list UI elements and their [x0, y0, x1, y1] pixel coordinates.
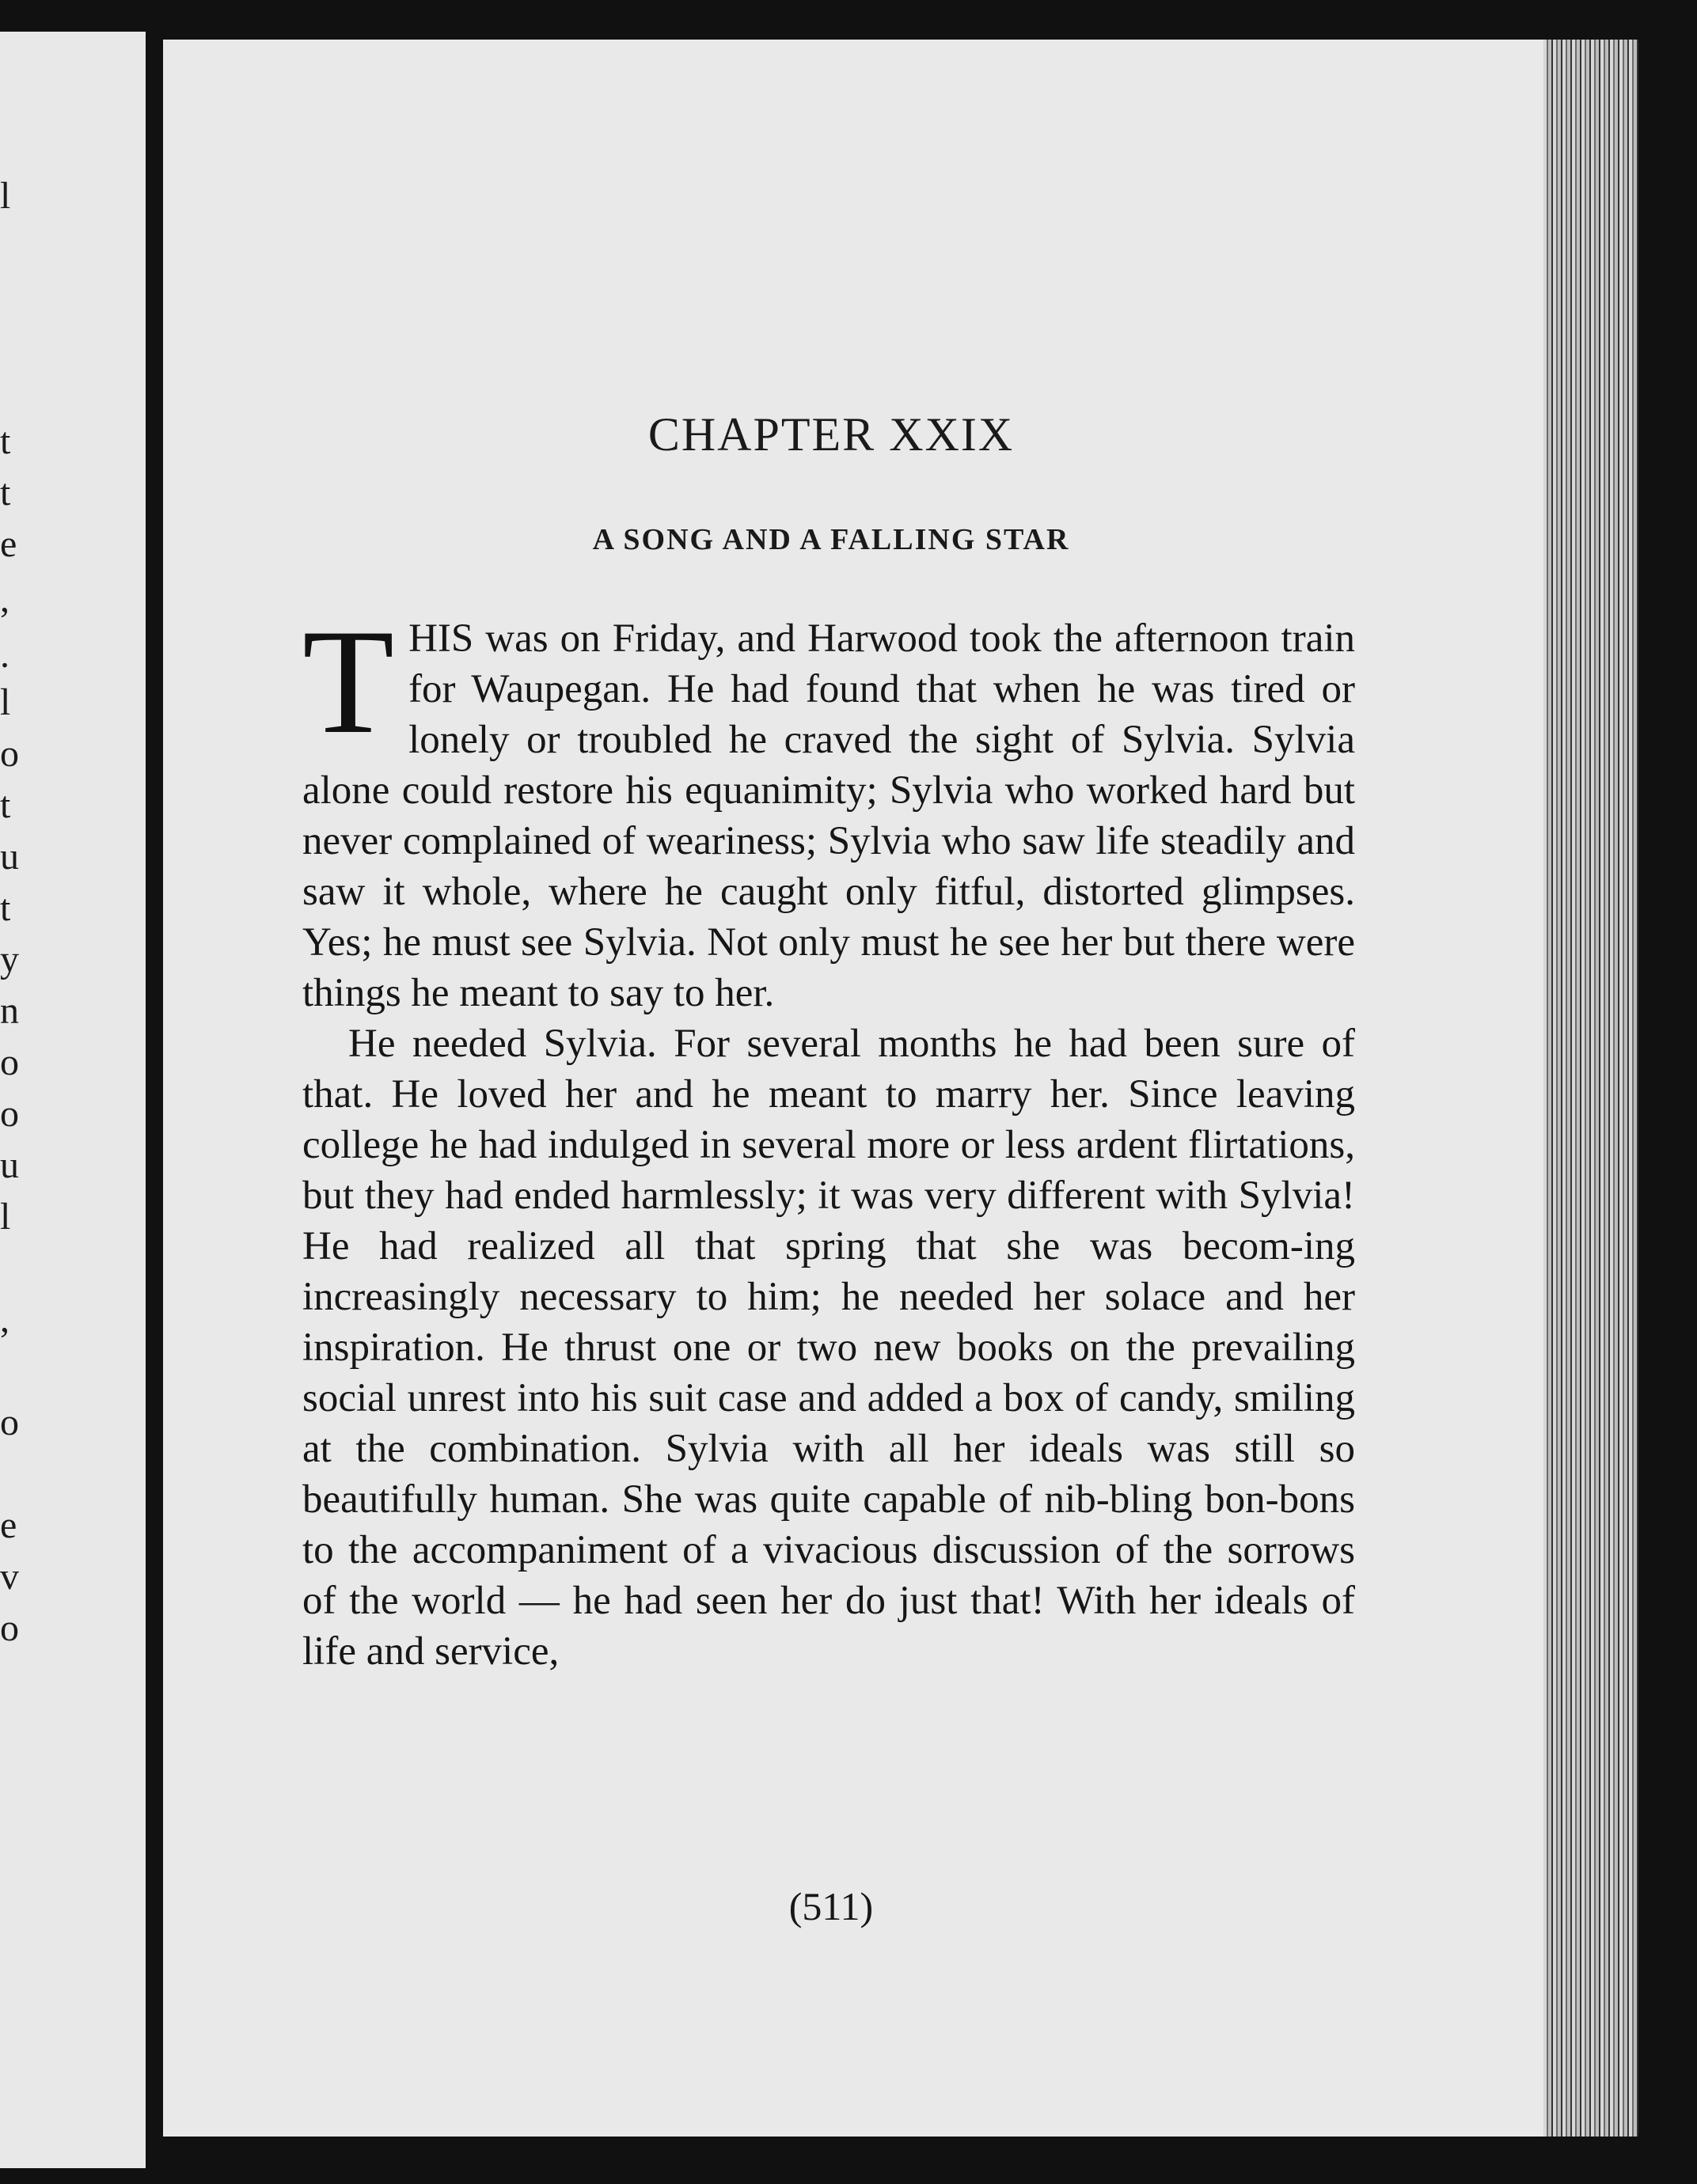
fragment: t [0, 887, 11, 929]
fragment: v [0, 1556, 19, 1598]
page-edge-stack [1543, 40, 1638, 2137]
fragment: o [0, 1041, 19, 1083]
chapter-subtitle: A SONG AND A FALLING STAR [592, 523, 1070, 556]
left-page-text-fragments [0, 32, 24, 2168]
fragment: l [0, 175, 11, 217]
fragment: u [0, 1144, 19, 1186]
fragment: , [0, 578, 9, 620]
fragment: t [0, 420, 11, 462]
fragment: e [0, 523, 17, 565]
body-text [302, 599, 1355, 1677]
fragment: t [0, 472, 11, 514]
paragraph-2: He needed Sylvia. For several months he had been sure of that. He loved her and he meant to marry her. Since leaving college he had indulged in several more or less ardent flirtations, but they had ended harmlessly; it was very different with Sylvia! He had realized all that spring that she was becom-ing increasingly necessary to him; he needed her solace and her inspiration. He thrust one or two new books on the prevailing social unrest into his suit case and added a box of candy, smiling at the combination. Sylvia with all her ideals was still so beautifully human. She was quite capable of nib-bling bon-bons to the accompaniment of a vivacious discussion of the sorrows of the world — he had seen her do just that! With her ideals of life and service, [302, 1022, 1355, 1674]
fragment: o [0, 733, 19, 775]
fragment: e [0, 1504, 17, 1546]
chapter-title: CHAPTER XXIX [647, 408, 1015, 461]
fragment: o [0, 1401, 19, 1443]
fragment: u [0, 836, 19, 878]
fragment: . [0, 634, 9, 676]
paragraph-1 [302, 599, 1355, 1018]
drop-cap: T [302, 599, 395, 765]
left-page [0, 32, 146, 2168]
fragment: y [0, 938, 19, 980]
page-number: (511) [788, 1884, 874, 1928]
fragment: l [0, 1196, 11, 1238]
fragment: t [0, 784, 11, 826]
fragment: l [0, 681, 11, 723]
fragment: o [0, 1607, 19, 1649]
paragraph-1-text: HIS was on Friday, and Harwood took the afternoon train for Waupegan. He had found that when he was tired or lonely or troubled he craved the sight of Sylvia. Sylvia alone could restore his equanimity; Sylvia who worked hard but never complained of weariness; Sylvia who saw life steadily and saw it whole, where he caught only fitful, distorted glimpses. Yes; he must see Sylvia. Not only must he see her but there were things he meant to say to her. [302, 616, 1355, 1015]
fragment: , [0, 1299, 9, 1340]
fragment: n [0, 990, 19, 1032]
fragment: o [0, 1093, 19, 1135]
